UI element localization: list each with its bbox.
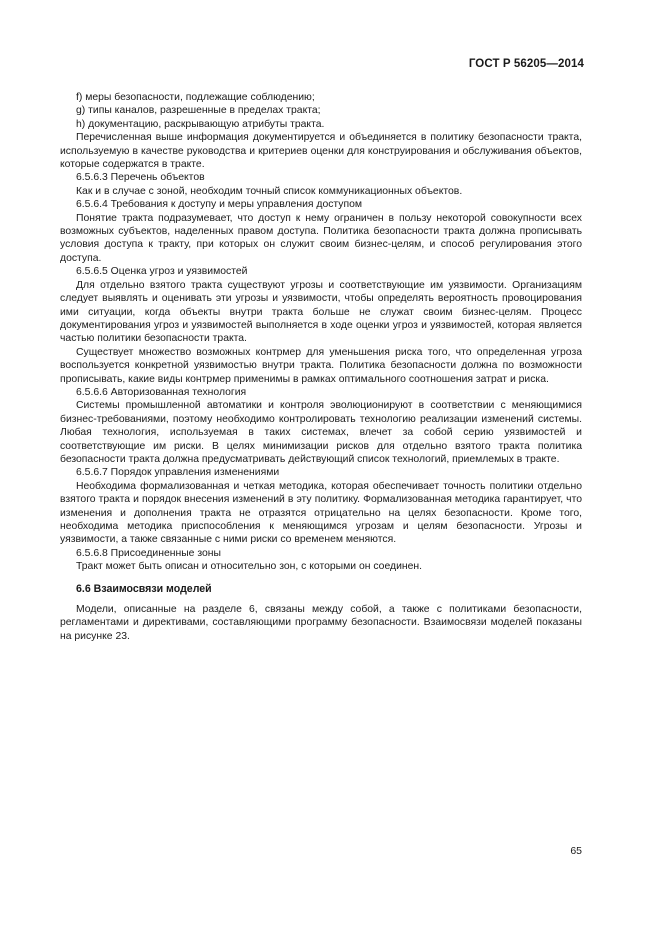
list-item-f: f) меры безопасности, подлежащие соблюдению; [76,92,315,103]
subsection-title-6-5-6-4: 6.5.6.4 Требования к доступу и меры управления доступом [76,199,363,211]
subsection-title-6-5-6-7: 6.5.6.7 Порядок управления изменениями [76,467,280,479]
subsection-title-6-5-6-3: 6.5.6.3 Перечень объектов [76,172,205,184]
list-item-h: h) документацию, раскрывающую атрибуты тракта. [76,118,325,130]
paragraph-model-relationships: Модели, описанные на разделе 6, связаны между собой, а также с политиками безопасности, регламентами и директивами, составляющими программу безопасности. Взаимосвязи моделей показаны на рисунке 23. [60,604,582,642]
paragraph-access-requirements: Понятие тракта подразумевает, что доступ к нему ограничен в пользу некоторой совокупности всех возможных субъектов, наделенных правом доступа. Политика безопасности тракта должна прописывать условия доступа к тракту, при которых он служит своим бизнес-целям, и способ регулирования этого доступа. [60,212,582,264]
page-number: 65 [570,845,582,857]
paragraph-object-list: Как и в случае с зоной, необходим точный список коммуникационных объектов. [76,185,463,197]
paragraph-countermeasures: Существует множество возможных контрмер для уменьшения риска того, что определенная угроза воспользуется конкретной уязвимостью внутри тракта. Политика безопасности должна по возможности прописывать, какие виды контрмер применимы в рамках оптимального соотношения затрат и риска. [60,346,582,385]
paragraph-documentation: Перечисленная выше информация документируется и объединяется в политику безопасности тракта, используемую в качестве руководства и критериев оценки для конструирования и обслуживания объектов, которые содержатся в тракте. [60,132,582,171]
paragraph-authorized-technology: Системы промышленной автоматики и контроля эволюционируют в соответствии с меняющимися бизнес-требованиями, поэтому необходимо контролировать технологию реализации изменений системы. Любая технология, используемая в таких системах, влечет за собой серию уязвимостей и соответствующие им риски. В целях минимизации рисков для отдельно взятого тракта политика безопасности тракта должна предусматривать действующий список технологий, приемлемых в тракте. [60,400,582,465]
document-body [60,91,582,643]
subsection-title-6-5-6-6: 6.5.6.6 Авторизованная технология [76,386,247,398]
paragraph-threats-vulnerabilities: Для отдельно взятого тракта существуют угрозы и соответствующие им уязвимости. Организациям следует выявлять и оценивать эти угрозы и уязвимости, чтобы определять вероятность провоцирования ими ситуации, когда объекты внутри тракта больше не служат своим бизнес-целям. Процесс документирования угроз и уязвимостей выполняется в ходе оценки угроз и уязвимостей, которая является частью политики безопасности тракта. [60,279,582,345]
subsection-title-6-5-6-8: 6.5.6.8 Присоединенные зоны [76,547,221,559]
document-id-header: ГОСТ Р 56205—2014 [468,58,584,70]
section-heading-6-6: 6.6 Взаимосвязи моделей [76,582,212,595]
paragraph-change-management: Необходима формализованная и четкая методика, которая обеспечивает точность политики отдельно взятого тракта и порядок внесения изменений в эту политику. Формализованная методика гарантирует, что изменения и дополнения тракта не отразятся отрицательно на целях безопасности. Кроме того, необходима методика приспособления к меняющимся угрозам и целям безопасности. Угрозы и уязвимости, а также связанные с ними риски со временем меняются. [60,480,582,546]
paragraph-attached-zones: Тракт может быть описан и относительно зон, с которыми он соединен. [76,561,423,573]
subsection-title-6-5-6-5: 6.5.6.5 Оценка угроз и уязвимостей [76,266,248,278]
list-item-g: g) типы каналов, разрешенные в пределах тракта; [76,105,321,117]
